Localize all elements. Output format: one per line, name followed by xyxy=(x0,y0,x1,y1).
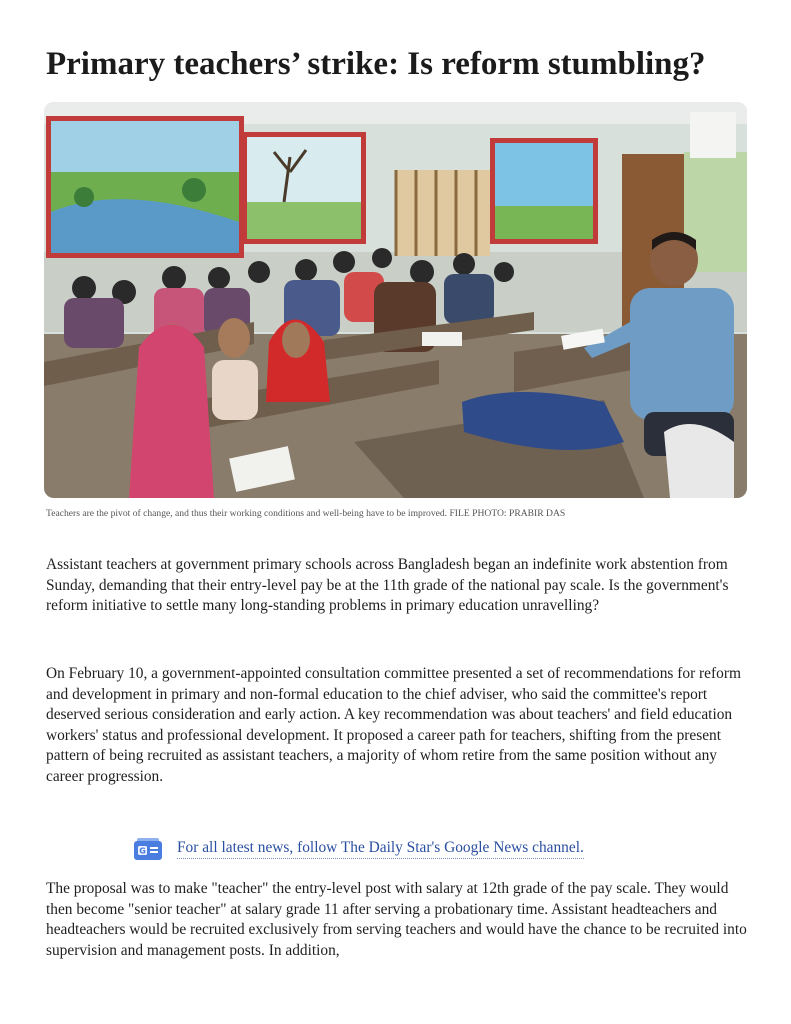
article-paragraph-1: Assistant teachers at government primary schools across Bangladesh began an indefinite work abstention from Sunday, demanding that their entry-level pay be at the 11th grade of the national pay scale. Is the government's reform initiative to settle many long-standing problems in primary education unravelling? xyxy=(46,556,729,615)
google-news-icon xyxy=(133,837,163,861)
google-news-link[interactable]: For all latest news, follow The Daily Star's Google News channel. xyxy=(177,839,584,859)
article-paragraph-2: On February 10, a government-appointed consultation committee presented a set of recommendations for reform and development in primary and non-formal education to the chief adviser, who said the committee's report deserved serious consideration and early action. A key recommendation was about teachers' and field education workers' status and professional development. It proposed a career path for teachers, shifting from the present pattern of being recruited as assistant teachers, a majority of whom retire from the same position without any career progression. xyxy=(46,665,741,785)
classroom-photo-illustration xyxy=(44,102,747,498)
photo-caption: Teachers are the pivot of change, and thus their working conditions and well-being have to be improved. FILE PHOTO: PRABIR DAS xyxy=(46,508,566,519)
article-paragraph-3: The proposal was to make "teacher" the entry-level post with salary at 12th grade of the pay scale. They would then become "senior teacher" at salary grade 11 after serving a probationary time. Assistant headteachers and headteachers would be recruited exclusively from serving teachers and would have the chance to be recruited into supervision and management posts. In addition, xyxy=(46,880,747,959)
article-photo xyxy=(44,102,747,498)
article-headline: Primary teachers’ strike: Is reform stumbling? xyxy=(46,46,706,82)
svg-text:G: G xyxy=(139,846,146,856)
google-news-follow[interactable] xyxy=(133,836,584,862)
